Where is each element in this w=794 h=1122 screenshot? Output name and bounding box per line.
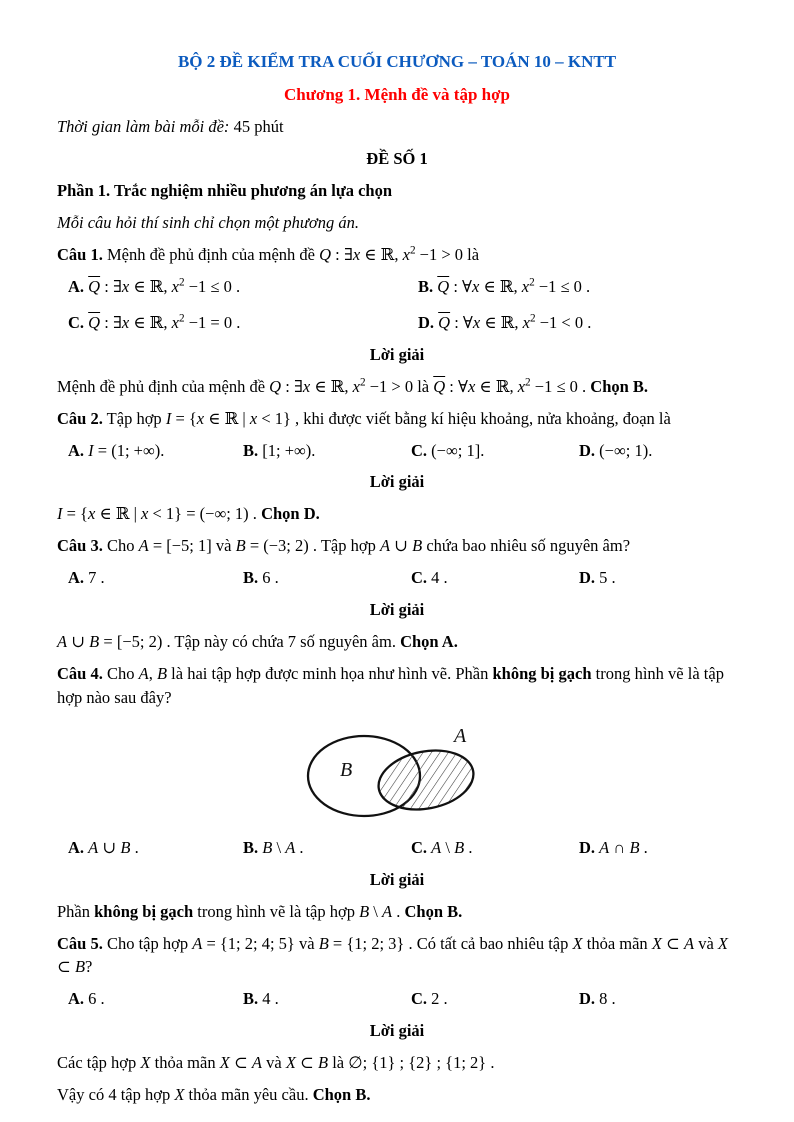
solution-line: Phần không bị gạch trong hình vẽ là tập hợp B \ A . Chọn B. xyxy=(57,901,463,921)
option-d: D. 5 . xyxy=(579,568,616,588)
option-d: D. $\overline{Q}$ : ∀x ∈ ℝ, $x^2 -1 < 0$ . xyxy=(418,312,592,332)
option-d: D. (−∞; 1). xyxy=(579,440,653,460)
doc-title: BỘ 2 ĐỀ KIỂM TRA CUỐI CHƯƠNG – TOÁN 10 – KNTT xyxy=(177,52,617,71)
solution-heading: Lời giải xyxy=(369,600,425,620)
solution-heading: Lời giải xyxy=(369,1021,425,1041)
question-3-options xyxy=(57,566,737,590)
part-heading: Phần 1. Trắc nghiệm nhiều phương án lựa chọn xyxy=(57,181,393,201)
venn-svg xyxy=(302,720,492,832)
option-a: A. 7 . xyxy=(68,568,105,588)
option-c: C. 2 . xyxy=(411,989,448,1009)
question-3-stem: Câu 3. Cho A = [−5; 1] và B = (−3; 2) . Tập hợp A ∪ B chứa bao nhiêu số nguyên âm? xyxy=(57,536,631,556)
set-a-ellipse xyxy=(373,743,478,817)
set-b-label: B xyxy=(340,758,353,781)
option-b: B. B \ A . xyxy=(243,837,304,857)
option-b: B. 6 . xyxy=(243,568,279,588)
question-1 xyxy=(57,243,737,399)
question-4-options xyxy=(57,836,737,860)
solution-heading: Lời giải xyxy=(369,344,425,364)
question-3 xyxy=(57,534,737,654)
venn-diagram xyxy=(57,720,737,832)
part-note: Mỗi câu hỏi thí sinh chỉ chọn một phương án. xyxy=(57,213,359,233)
question-1-stem: Câu 1. Mệnh đề phủ định của mệnh đề Q : ∃x ∈ ℝ, $x^2 -1 > 0$ là xyxy=(57,244,480,264)
question-2-stem: Câu 2. Tập hợp I = {x ∈ ℝ | x < 1} , khi được viết bằng kí hiệu khoảng, nửa khoảng, đoạn là xyxy=(57,408,671,428)
solution-line: A ∪ B = [−5; 2) . Tập này có chứa 7 số nguyên âm. Chọn A. xyxy=(57,632,458,652)
set-a-label: A xyxy=(454,724,467,747)
solution-line: I = {x ∈ ℝ | x < 1} = (−∞; 1) . Chọn D. xyxy=(57,504,320,524)
question-2-options xyxy=(57,439,737,463)
option-a: A. A ∪ B . xyxy=(68,837,139,857)
option-c: C. 4 . xyxy=(411,568,448,588)
solution-heading: Lời giải xyxy=(369,472,425,492)
question-4-stem: Câu 4. Cho A, B là hai tập hợp được minh họa như hình vẽ. Phần không bị gạch trong hình vẽ là tập hợp nào sau đây? xyxy=(57,663,724,707)
option-d: D. 8 . xyxy=(579,989,616,1009)
question-5-stem: Câu 5. Cho tập hợp A = {1; 2; 4; 5} và B = {1; 2; 3} . Có tất cả bao nhiêu tập X thỏa mãn X ⊂ A và X ⊂ B? xyxy=(57,933,728,977)
time-line xyxy=(57,115,737,139)
solution-line: Mệnh đề phủ định của mệnh đề Q : ∃x ∈ ℝ, $x^2 -1 > 0$ là $\overline{Q}$ : ∀x ∈ ℝ, $x^2 -1 \le 0$ . Chọn B. xyxy=(57,376,649,396)
option-b: B. $\overline{Q}$ : ∀x ∈ ℝ, $x^2 -1 \le 0$ . xyxy=(418,276,591,296)
option-a: A. $\overline{Q}$ : ∃x ∈ ℝ, $x^2 -1 \le 0$ . xyxy=(68,276,241,296)
solution-line: Vậy có 4 tập hợp X thỏa mãn yêu cầu. Chọn B. xyxy=(57,1085,371,1105)
option-a: A. 6 . xyxy=(68,989,105,1009)
time-value: 45 phút xyxy=(233,117,284,137)
doc-subtitle: Chương 1. Mệnh đề và tập hợp xyxy=(284,84,510,104)
time-label: Thời gian làm bài mỗi đề: xyxy=(57,117,230,137)
option-c: C. $\overline{Q}$ : ∃x ∈ ℝ, $x^2 -1 = 0$ . xyxy=(68,312,241,332)
solution-heading: Lời giải xyxy=(369,869,425,889)
question-4 xyxy=(57,662,737,924)
question-5-options xyxy=(57,987,737,1011)
question-1-options xyxy=(57,275,737,335)
option-a: A. I = (1; +∞). xyxy=(68,440,165,460)
option-b: B. [1; +∞). xyxy=(243,440,316,460)
solution-line: Các tập hợp X thỏa mãn X ⊂ A và X ⊂ B là ∅; {1} ; {2} ; {1; 2} . xyxy=(57,1053,495,1073)
exam-number: ĐỀ SỐ 1 xyxy=(366,149,428,169)
question-5 xyxy=(57,932,737,1108)
option-c: C. (−∞; 1]. xyxy=(411,440,485,460)
option-b: B. 4 . xyxy=(243,989,279,1009)
option-d: D. A ∩ B . xyxy=(579,837,648,857)
question-2 xyxy=(57,407,737,527)
option-c: C. A \ B . xyxy=(411,837,473,857)
